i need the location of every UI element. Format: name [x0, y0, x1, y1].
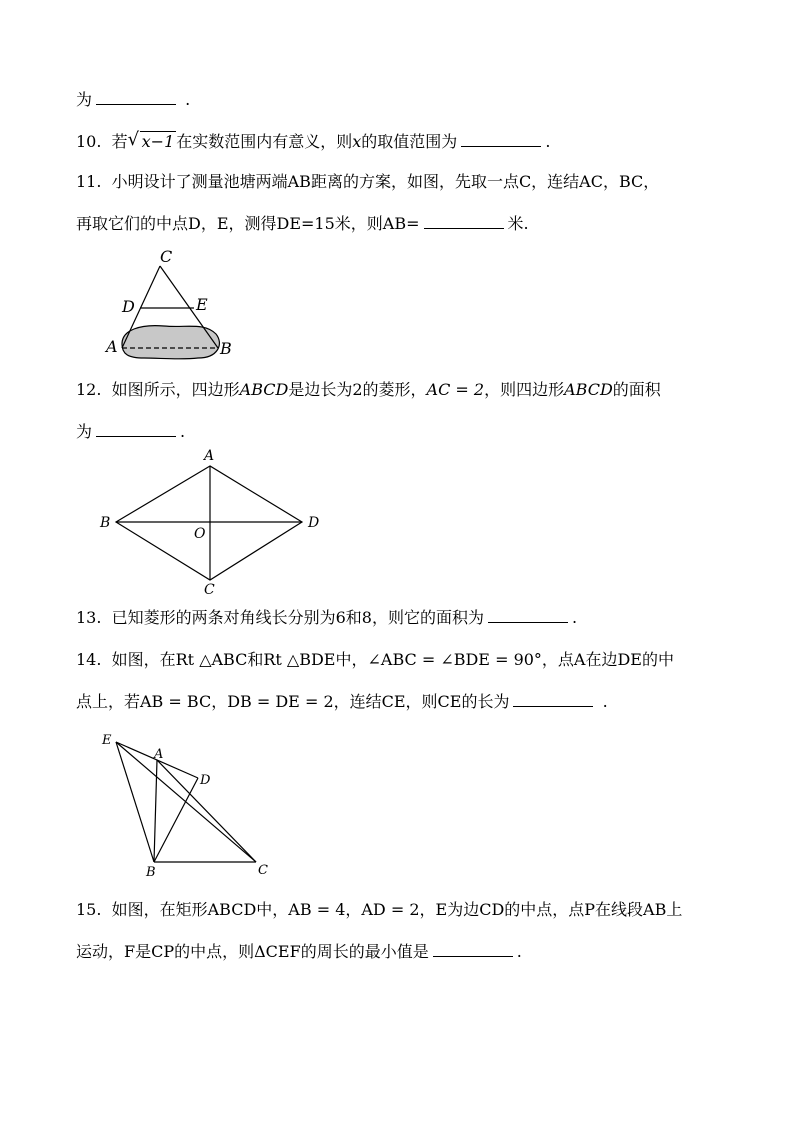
- q15-text2: 运动，F是CP的中点，则ΔCEF的周长的最小值是: [76, 942, 429, 961]
- q11-pond: [122, 326, 219, 359]
- q10-end: .: [545, 132, 551, 151]
- q12-mid2: ，则四边形: [484, 380, 565, 399]
- q11-line1: [76, 170, 659, 194]
- q11-text2: 再取它们的中点D，E，测得DE=15米，则AB=: [76, 214, 420, 233]
- q12-label-o: O: [194, 526, 206, 542]
- q15-line2: [76, 940, 522, 964]
- q12-name2: ABCD: [564, 380, 613, 399]
- q10-answer-blank[interactable]: [461, 132, 541, 147]
- q15-answer-blank[interactable]: [433, 942, 513, 957]
- q12-line2: [76, 420, 185, 444]
- q14-end: .: [602, 692, 608, 711]
- q9-answer-blank[interactable]: [96, 90, 176, 105]
- q12-end: .: [180, 422, 186, 441]
- q15-line1: [76, 898, 682, 922]
- q14-label-e: E: [102, 733, 112, 748]
- q10-mid: 在实数范围内有意义，则: [176, 132, 353, 151]
- q12-label-d: D: [308, 515, 320, 531]
- q11-answer-blank[interactable]: [424, 214, 504, 229]
- q15-text1: 如图，在矩形ABCD中，AB = 4，AD = 2，E为边CD的中点，点P在线段AB上: [111, 900, 683, 919]
- q14-label-d: D: [200, 773, 211, 788]
- q12-pre: 如图所示，四边形: [111, 380, 240, 399]
- q11-post: 米.: [507, 214, 529, 233]
- q12-line1: [76, 378, 661, 402]
- q11-line2: [76, 212, 529, 236]
- q15-end: .: [516, 942, 522, 961]
- q12-label-c: C: [204, 582, 215, 598]
- q14-text1: 如图，在Rt △ABC和Rt △BDE中，∠ABC = ∠BDE = 90°，点A在边DE的中: [111, 650, 674, 669]
- q11-label-c: C: [160, 247, 173, 266]
- q14-label-c: C: [258, 863, 268, 878]
- q11-label-a: A: [106, 337, 118, 356]
- q14-triangles-figure: [98, 726, 278, 878]
- q13-text: 已知菱形的两条对角线长分别为6和8，则它的面积为: [111, 608, 484, 627]
- q11-pond-figure: [100, 246, 250, 364]
- q10-var: x: [352, 132, 362, 151]
- q10: [76, 130, 550, 154]
- q9-end: .: [185, 90, 191, 109]
- q14-answer-blank[interactable]: [513, 692, 593, 707]
- q14-segment-db: [154, 778, 198, 862]
- q12-rhombus: [116, 466, 302, 580]
- q10-post: 的取值范围为: [361, 132, 458, 151]
- q10-sqrt: √ x−1: [127, 129, 175, 151]
- q12-mid1: 是边长为2的菱形，: [288, 380, 427, 399]
- q15-number: 15.: [76, 900, 102, 919]
- q11-number: 11.: [76, 172, 102, 191]
- q10-radicand: x−1: [141, 132, 175, 151]
- q12-name1: ABCD: [239, 380, 289, 399]
- q11-label-e: E: [196, 295, 208, 314]
- q12-answer-blank[interactable]: [96, 422, 176, 437]
- q14-line2: [76, 690, 608, 714]
- q12-rhombus-figure: [96, 446, 326, 598]
- q14-line1: [76, 648, 674, 672]
- q9-tail: [76, 88, 190, 112]
- q14-text2: 点上，若AB = BC，DB = DE = 2，连结CE，则CE的长为: [76, 692, 510, 711]
- q12-label-b: B: [100, 515, 111, 531]
- q13-end: .: [572, 608, 578, 627]
- q14-label-b: B: [146, 865, 156, 878]
- q12-number: 12.: [76, 380, 102, 399]
- q12-eq: AC = 2: [426, 380, 485, 399]
- q9-tail-text: 为: [76, 90, 93, 109]
- q14-segment-eb: [116, 742, 154, 862]
- q12-line2-pre: 为: [76, 422, 93, 441]
- q12-label-a: A: [204, 448, 215, 464]
- q13-number: 13.: [76, 608, 102, 627]
- q14-label-a: A: [154, 747, 164, 762]
- q13: [76, 606, 577, 630]
- q12-post: 的面积: [612, 380, 661, 399]
- q14-number: 14.: [76, 650, 102, 669]
- q11-label-d: D: [122, 297, 135, 316]
- q11-label-b: B: [220, 339, 232, 358]
- q10-number: 10.: [76, 132, 102, 151]
- q13-answer-blank[interactable]: [488, 608, 568, 623]
- q11-text1: 小明设计了测量池塘两端AB距离的方案，如图，先取一点C，连结AC，BC，: [111, 172, 660, 191]
- q10-pre: 若: [111, 132, 128, 151]
